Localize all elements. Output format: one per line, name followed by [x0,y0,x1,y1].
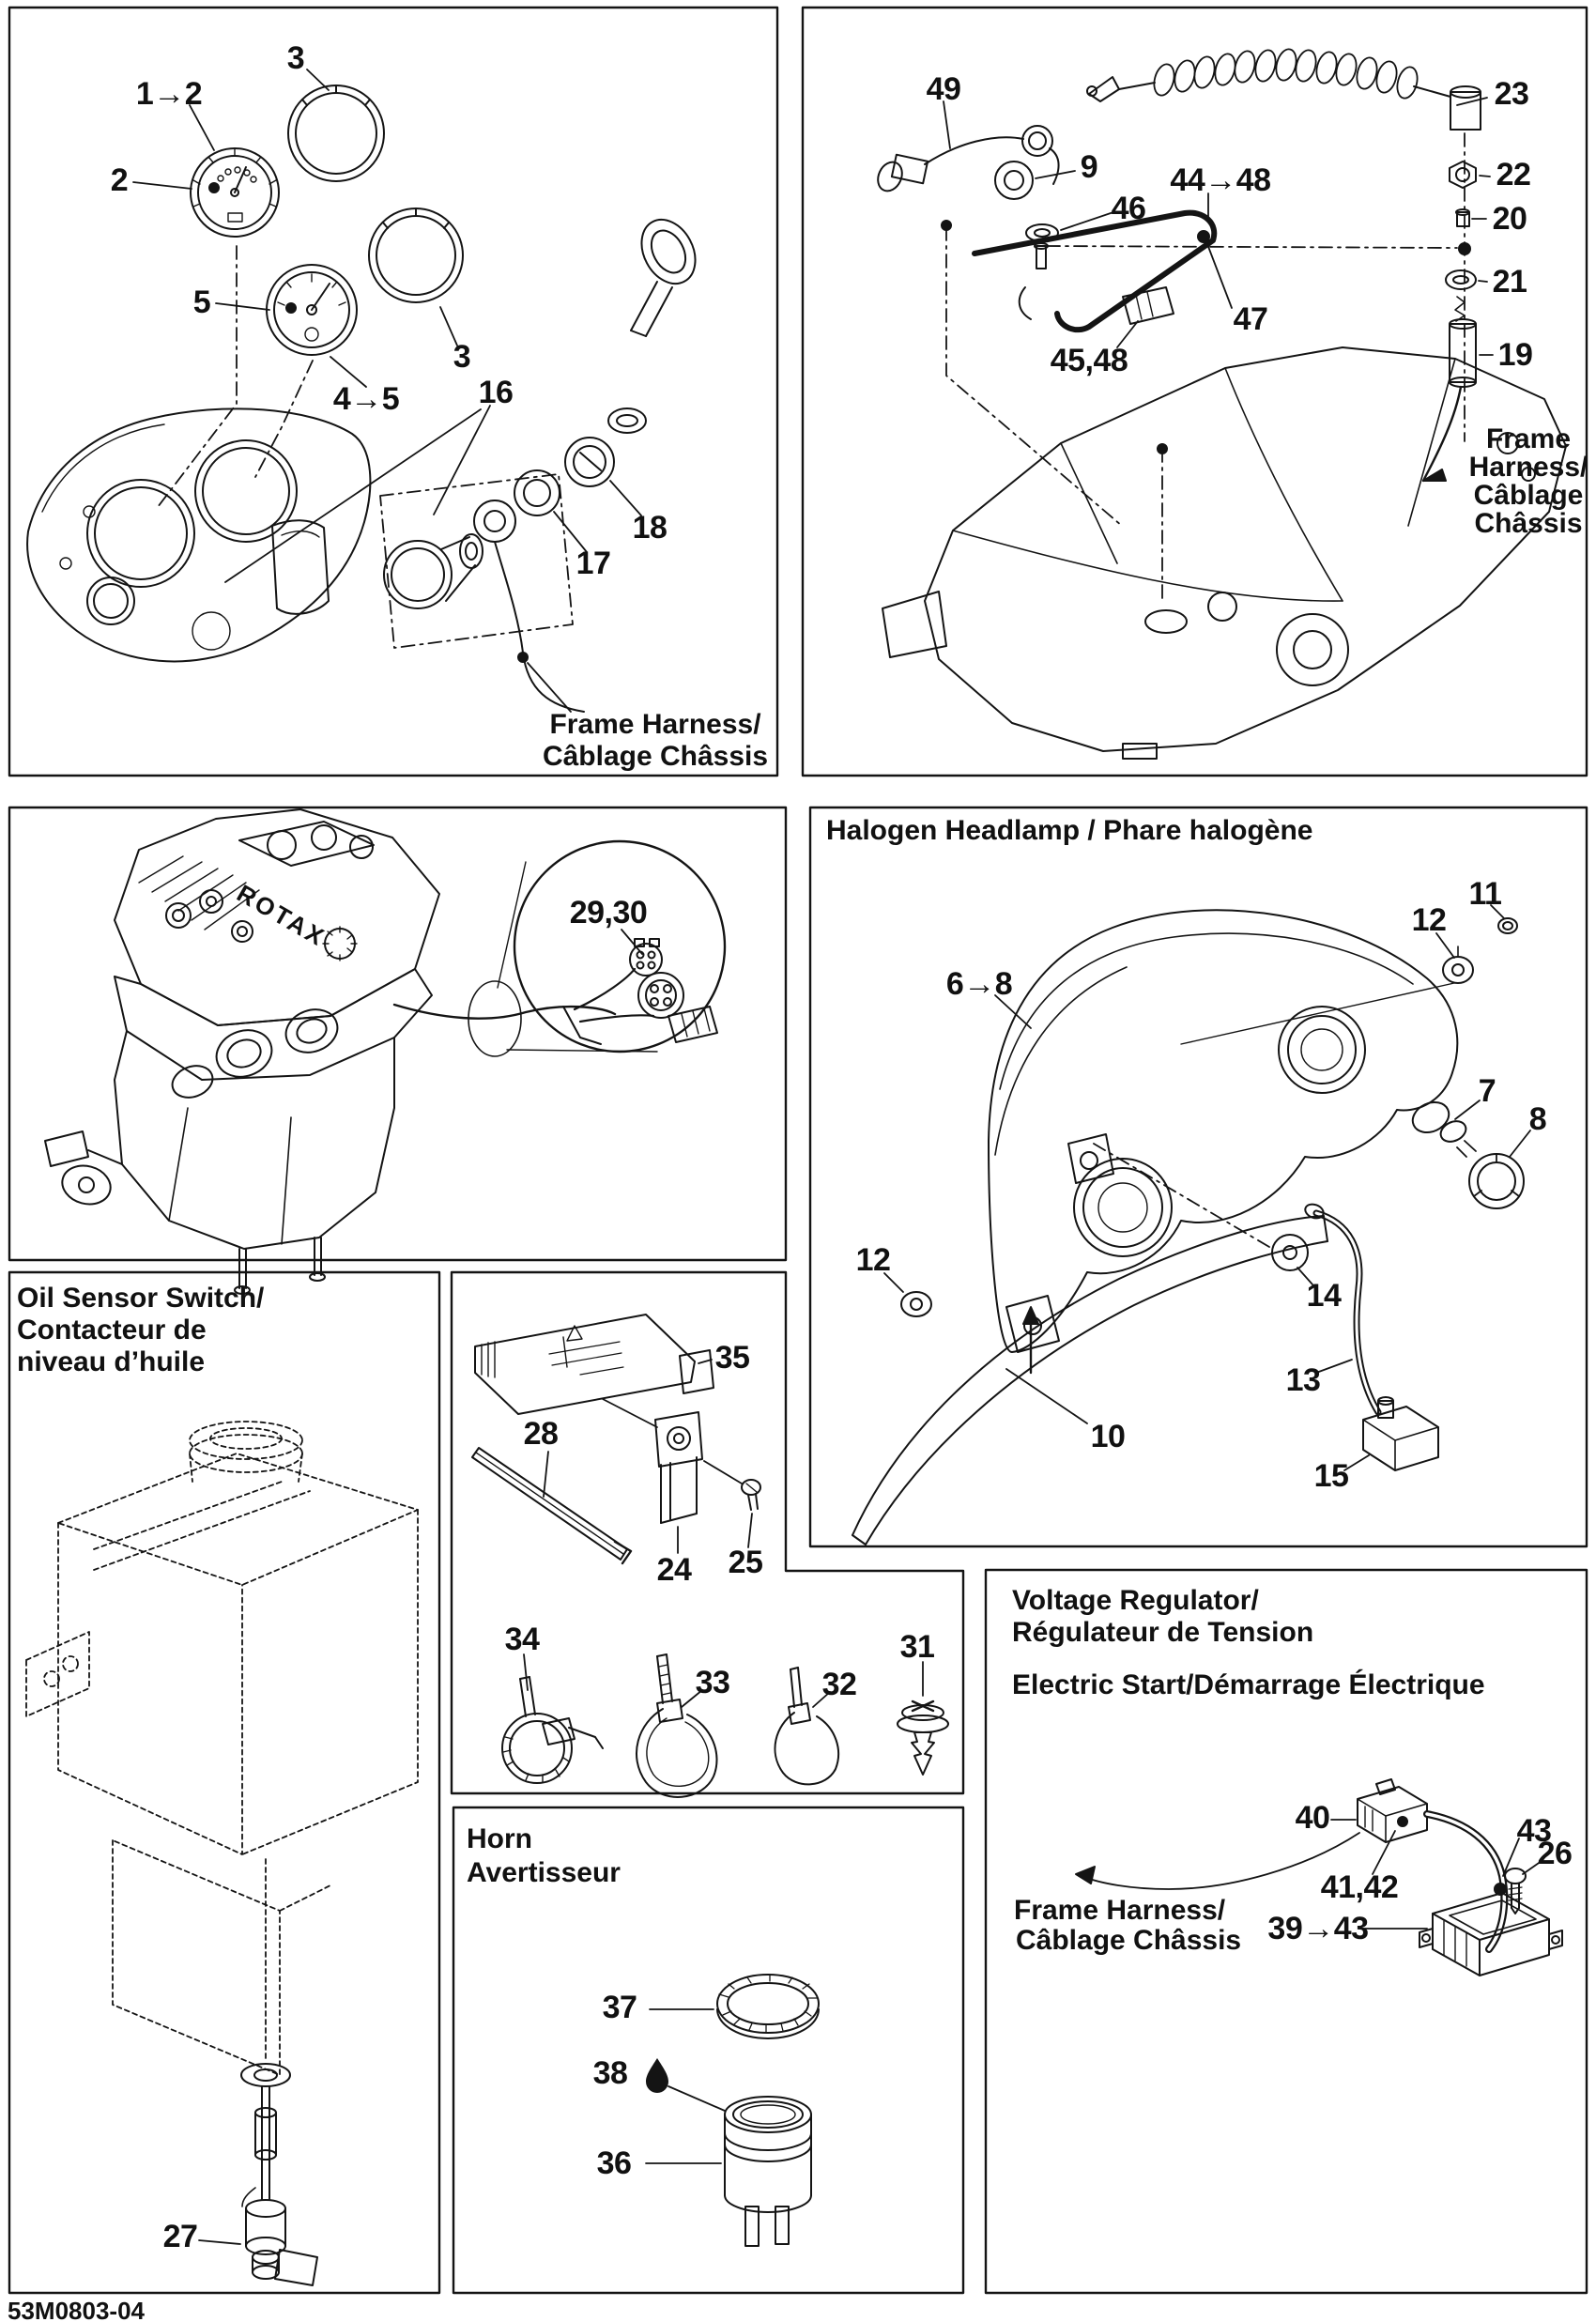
horn-art [646,1975,819,2246]
frame-harness-note-1: Frame Harness/ [549,708,761,740]
label-magnifier-29-30: 29,30 [569,895,648,930]
oil-sensor-title-1: Oil Sensor Switch/ [17,1283,265,1314]
engine-art [45,809,725,1294]
voltage-title-1: Voltage Regulator/ [1012,1585,1259,1616]
label-gauge-5: 5 [192,284,211,320]
label-cap-14: 14 [1306,1278,1342,1314]
label-range-44-48: 44→48 [1170,162,1271,198]
label-bezel-top: 3 [286,40,305,76]
label-probe-27: 27 [162,2219,198,2254]
label-hose-13: 13 [1285,1362,1321,1398]
horn-title-1: Horn [467,1823,532,1854]
label-lube-38: 38 [592,2055,628,2091]
oil-sensor-art [26,1422,418,2285]
label-screw-25: 25 [728,1545,763,1580]
hardware-art [472,1315,948,1797]
label-cap-23: 23 [1494,76,1529,112]
label-washer-46: 46 [1111,191,1146,226]
label-wire-47: 47 [1233,301,1268,337]
label-ring-37: 37 [602,1990,637,2025]
label-switch-19: 19 [1497,337,1533,373]
label-rivet-31: 31 [899,1629,935,1665]
tether-art [873,47,1566,759]
label-strip-28: 28 [523,1416,559,1452]
panel-oil-sensor-border [9,1272,439,2293]
voltage-title-3: Electric Start/Démarrage Électrique [1012,1669,1485,1700]
frame-harness-note-3: Câblage [1473,479,1584,511]
label-gauge-4-5: 4→5 [332,381,400,417]
frame-harness-note-4: Châssis [1474,507,1583,539]
label-bezel-bottom: 3 [453,339,471,375]
label-bracket-24: 24 [656,1552,692,1588]
label-cap-18: 18 [632,510,668,546]
label-gauge-1-2: 1→2 [135,76,203,112]
label-conn-40: 40 [1295,1800,1330,1836]
label-regulator-39-43: 39→43 [1267,1911,1369,1946]
headlamp-title: Halogen Headlamp / Phare halogène [826,815,1313,846]
label-conn-45-48: 45,48 [1050,343,1128,378]
label-housing-6-8: 6→8 [945,966,1013,1002]
engine-logo: ROTAX [232,878,331,953]
label-screw-26: 26 [1537,1836,1573,1871]
tether-coil [1151,47,1420,100]
label-clamp-34: 34 [504,1622,540,1657]
label-tie-33: 33 [695,1665,730,1700]
label-ring-17: 17 [575,546,611,581]
frame-harness-note-2: Câblage Châssis [1016,1925,1242,1956]
label-grommet-12-left: 12 [855,1242,891,1278]
label-switch-16: 16 [478,375,514,410]
label-tie-32: 32 [821,1667,857,1702]
panel-tether-border [803,8,1587,776]
label-ring-8: 8 [1528,1101,1547,1137]
document-id: 53M0803-04 [8,2297,145,2322]
label-spacer-20: 20 [1492,201,1527,237]
label-gauge-2: 2 [110,162,129,198]
oil-sensor-title-2: Contacteur de [17,1315,207,1346]
label-harness-43: 43 [1516,1813,1552,1849]
label-grommet-9: 9 [1080,149,1098,185]
label-washer-21: 21 [1492,264,1527,300]
label-washer-11: 11 [1468,876,1502,912]
label-tube-35: 35 [714,1340,750,1376]
label-trim-10: 10 [1090,1419,1126,1454]
frame-harness-note-2: Câblage Châssis [542,740,769,772]
label-grommet-12-top: 12 [1411,902,1447,938]
oil-sensor-title-3: niveau d’huile [17,1346,206,1377]
label-nut-22: 22 [1496,157,1531,192]
label-pins-41-42: 41,42 [1320,1869,1399,1905]
label-bulb-7: 7 [1478,1073,1496,1109]
frame-harness-note-2: Harness/ [1468,451,1588,483]
label-cable-49: 49 [926,71,961,107]
label-conn-15: 15 [1313,1458,1349,1494]
label-horn-36: 36 [596,2145,632,2181]
frame-harness-note-1: Frame [1485,423,1572,454]
voltage-title-2: Régulateur de Tension [1012,1617,1314,1648]
frame-harness-note-1: Frame Harness/ [1014,1895,1226,1926]
horn-title-2: Avertisseur [467,1857,621,1888]
